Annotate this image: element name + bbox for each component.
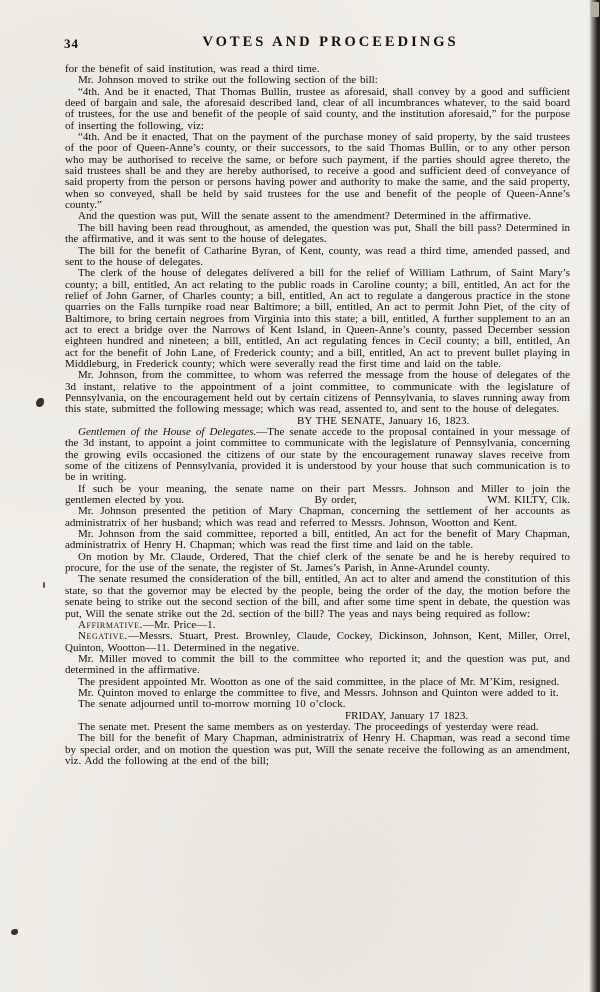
paragraph-question-amendment: And the question was put, Will the senate assent to the amendment? Determined in the affirmative. xyxy=(78,210,532,223)
message-text: —The senate accede to the proposal contained in your message of the 3d instant, to appoint a joint committee to communicate with the legislature of Pennsylvania, concerning the growing evils occasioned the citizens of our state by the encouragement runaway slaves receive from some of the citizens of Pennsylvania, provided it is understood by your house that such communication is to be in writing. xyxy=(65,426,570,484)
paragraph-friday-met: The senate met. Present the same members as on yesterday. The proceedings of yesterday were read. xyxy=(78,720,539,733)
paragraph-meaning-line: If such be your meaning, the senate name on their part Messrs. Johnson and Miller to join the xyxy=(78,482,570,495)
paragraph-chapman-second-reading: The bill for the benefit of Mary Chapman, administratrix of Henry H. Chapman, was read a second time by special order, and on motion the question was put, Will the senate receive the following as an amendment, viz. Add the following at the end of the bill; xyxy=(65,732,570,767)
paragraph-section-old: “4th. And be it enacted, That Thomas Bullin, trustee as aforesaid, shall convey by a good and sufficient deed of bargain and sale, the aforesaid described land, clear of all incumbrances whatever, to the said board of trustees, for the use and benefit of the people of said county, and the institution aforesaid,” for the purpose of inserting the following, viz: xyxy=(65,85,570,132)
paragraph-catharine-byran: The bill for the benefit of Catharine Byran, of Kent, county, was read a third time, amended passed, and sent to the house of delegates. xyxy=(65,244,570,268)
by-order-label: By order, xyxy=(314,494,357,507)
affirmative-label: Affirmative. xyxy=(78,618,144,631)
running-header-title: VOTES AND PROCEEDINGS xyxy=(202,34,459,50)
dateline-friday: FRIDAY, January 17 1823. xyxy=(345,709,469,722)
dateline-by-the-senate: BY THE SENATE, January 16, 1823. xyxy=(297,414,470,427)
signature-row-left: gentlemen elected by you. xyxy=(65,494,185,507)
paragraph-senate-message xyxy=(65,427,570,484)
paragraph-motion-strike: Mr. Johnson moved to strike out the following section of the bill: xyxy=(78,74,378,87)
paragraph-clerk-delivered: The clerk of the house of delegates delivered a bill for the relief of William Lathrum, of Saint Mary’s county; a bill, entitled, An act relating to the public roads in Caroline county; a bill, entitled, An act for the relief of John Garner, of Charles county; a bill, entitled, An act to regulate a dangerous practice in the stone quarries on the Falls turnpike road near Baltimore; a bill, entitled, An act to permit John Piet, of the city of Baltimore, to bring certain negroes from Virginia into this state; a bill, entitled, A further supplement to an an act to erect a bridge over the Narrows of Kent Island, in Queen-Anne’s county, passed December session eighteen hundred and nineteen; a bill, entitled, An act regulating fences in Cecil county; a bill, entitled, An act for the benefit of John Lane, of Frederick county; and a bill, entitled, An act to prevent bullet playing in Middleburg, in Frederick county; which were severally read the first time and laid on the table. xyxy=(65,267,570,370)
page-edge-notch xyxy=(591,2,599,17)
ink-speck xyxy=(36,398,44,407)
page-number: 34 xyxy=(64,36,79,51)
paragraph-johnson-message: Mr. Johnson, from the committee, to whom was referred the message from the house of delegates of the 3d instant, relative to the appointment of a joint committee, to communicate with the legislature of Pennsylvania, on the encouragement held out by certain citizens of Pennsylvania, to slaves running away from this state, submitted the following message; which was read, assented to, and sent to the house of delegates. xyxy=(65,369,570,416)
paragraph-continuation: for the benefit of said institution, was read a third time. xyxy=(65,63,320,75)
negative-label: Negative. xyxy=(78,630,128,643)
paragraph-section-new: “4th. And be it enacted, That on the payment of the purchase money of said property, by the said trustees of the poor of Queen-Anne’s county, or their successors, to the said Thomas Bullin, or to any other person who may be authorised to receive the same, or before such payment, if the parties should agree thereto, the said trustees shall be and they are hereby authorised, to receive a good and sufficient deed of conveyance of said property from the person or persons having power and authority to make the same, and the said property, when so conveyed, shall be held by said trustees for the use and benefit of the people of Queen-Anne’s county.” xyxy=(65,131,570,212)
paragraph-miller-commit: Mr. Miller moved to commit the bill to the committee who reported it; and the question was put, and determined in the affirmative. xyxy=(65,652,570,677)
affirmative-names: —Mr. Price—1. xyxy=(143,618,216,631)
paragraph-chapman-petition: Mr. Johnson presented the petition of Mary Chapman, concerning the settlement of her accounts as administratrix of her husband; which was read and referred to Messrs. Johnson, Wootton and Kent. xyxy=(65,505,570,529)
vote-negative xyxy=(65,631,570,654)
paragraph-bill-pass: The bill having been read throughout, as amended, the question was put, Shall the bill pass? Determined in the affirmative, and it was sent to the house of delegates. xyxy=(65,221,570,246)
ink-speck xyxy=(43,582,45,588)
paragraph-claude-motion: On motion by Mr. Claude, Ordered, That the chief clerk of the senate be and he is hereby required to procure, for the use of the senate, the register of St. James’s Parish, in Anne-Arundel county. xyxy=(65,550,570,575)
message-salutation: Gentlemen of the House of Delegates. xyxy=(78,426,257,438)
page-body xyxy=(65,64,570,767)
paragraph-quinton-enlarge: Mr. Quinton moved to enlarge the committee to five, and Messrs. Johnson and Quinton were added to it. xyxy=(78,686,559,699)
paragraph-chapman-bill: Mr. Johnson from the said committee, reported a bill, entitled, An act for the benefit of Mary Chapman, administratrix of Henry H. Chapman; which was read the first time and laid on the table. xyxy=(65,528,570,552)
clerk-signature: WM. KILTY, Clk. xyxy=(487,494,570,507)
negative-names: —Messrs. Stuart, Prest. Brownley, Claude, Cockey, Dickinson, Johnson, Kent, Miller, Orrel, Quinton, Wootton—11. Determined in the negative. xyxy=(65,630,570,654)
paragraph-adjourned: The senate adjourned until to-morrow morning 10 o’clock. xyxy=(78,698,346,711)
ink-speck xyxy=(11,929,18,935)
paragraph-constitution-bill: The senate resumed the consideration of the bill, entitled, An act to alter and amend the constitution of this state, so that the governor may be elected by the people, being the order of the day, the motion before the senate being to strike out the second section of the bill, and after some time spent in debate, the question was put, Will the senate strike out the 2d. section of the bill? The yeas and nays being required as follow: xyxy=(65,573,570,620)
paragraph-president-appointed: The president appointed Mr. Wootton as one of the said committee, in the place of Mr. M’Kim, resigned. xyxy=(78,675,560,688)
book-edge-shadow xyxy=(589,0,600,992)
